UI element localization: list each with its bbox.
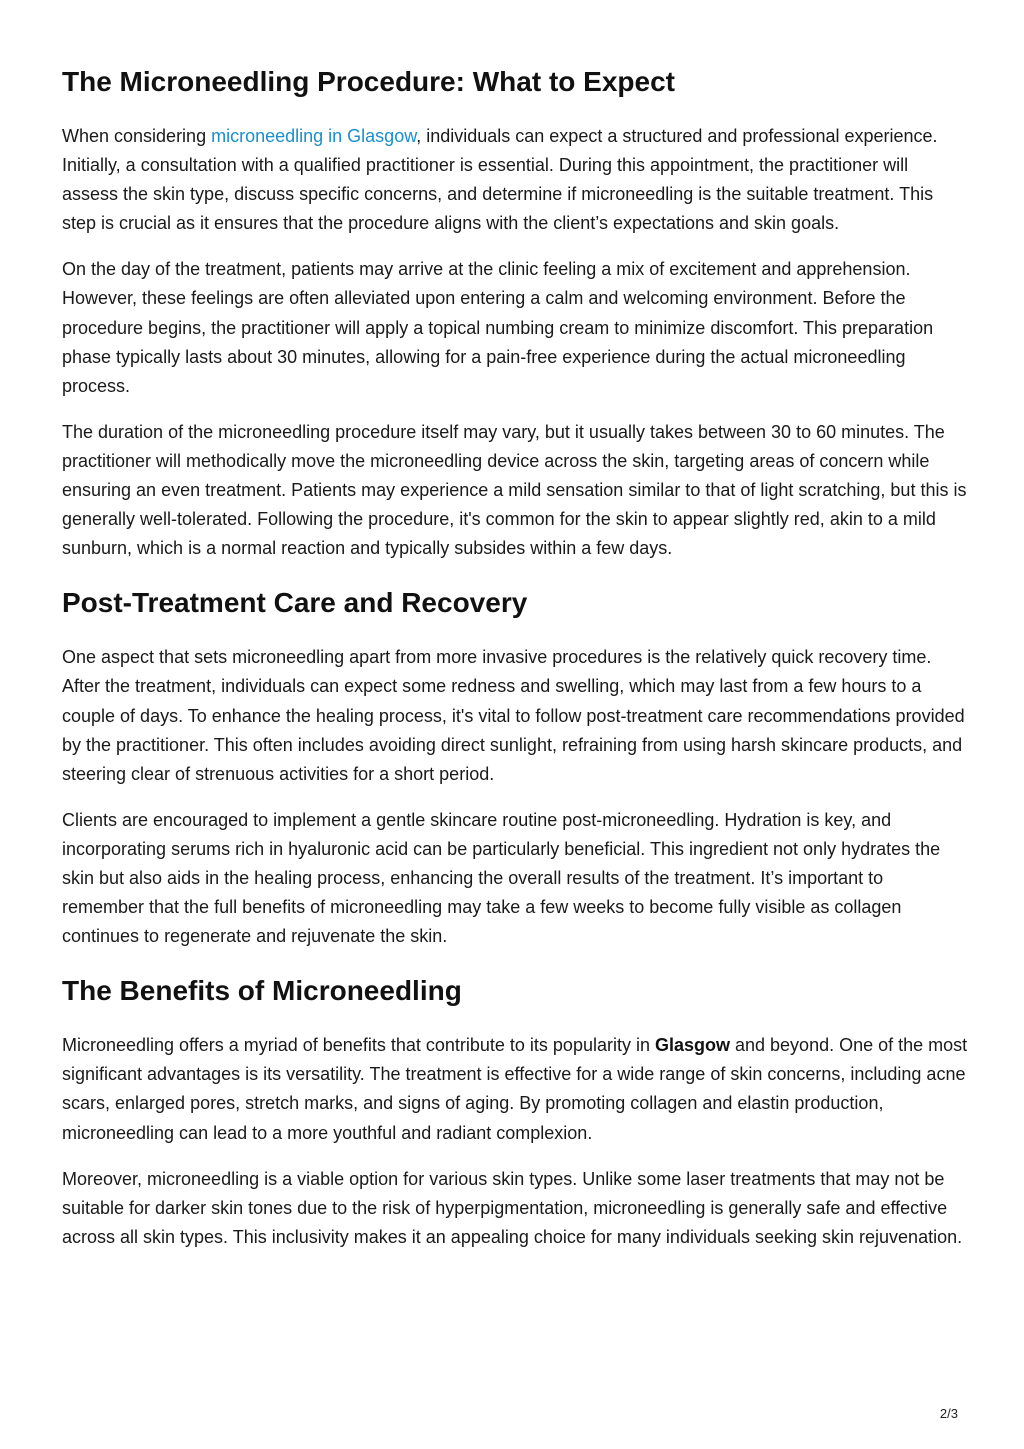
bold-text: Glasgow [654,1035,730,1056]
section-benefits [62,973,968,1252]
paragraph [62,1031,968,1147]
section-heading: The Microneedling Procedure: What to Expect [62,66,675,97]
document-page [62,64,968,1269]
paragraph [62,122,968,238]
paragraph-text: When considering [62,126,212,146]
page-number: 2/3 [939,1406,958,1421]
microneedling-glasgow-link[interactable]: microneedling in Glasgow [211,126,417,146]
paragraph: Moreover, microneedling is a viable option for various skin types. Unlike some laser treatments that may not be suitable for darker skin tones due to the risk of hyperpigmentation, microneedling is generally safe and effective across all skin types. This inclusivity makes it an appealing choice for many individuals seeking skin rejuvenation. [62,1168,963,1247]
section-procedure [62,64,968,563]
paragraph-text: , individuals can expect a structured and professional experience. Initially, a consultation with a qualified practitioner is essential. During this appointment, the practitioner will assess the skin type, discuss specific concerns, and determine if microneedling is the suitable treatment. This step is crucial as it ensures that the procedure aligns with the client’s expectations and skin goals. [62,126,938,234]
paragraph-text: Microneedling offers a myriad of benefits that contribute to its popularity in [62,1035,655,1056]
paragraph-text: and beyond. One of the most significant advantages is its versatility. The treatment is effective for a wide range of skin concerns, including acne scars, enlarged pores, stretch marks, and signs of aging. By promoting collagen and elastin production, microneedling can lead to a more youthful and radiant complexion. [62,1035,968,1143]
paragraph: On the day of the treatment, patients may arrive at the clinic feeling a mix of excitement and apprehension. However, these feelings are often alleviated upon entering a calm and welcoming environment. Before the procedure begins, the practitioner will apply a topical numbing cream to minimize discomfort. This preparation phase typically lasts about 30 minutes, allowing for a pain-free experience during the actual microneedling process. [62,259,934,396]
paragraph: The duration of the microneedling procedure itself may vary, but it usually takes between 30 to 60 minutes. The practitioner will methodically move the microneedling device across the skin, targeting areas of concern while ensuring an even treatment. Patients may experience a mild sensation similar to that of light scratching, but this is generally well-tolerated. Following the procedure, it's common for the skin to appear slightly red, akin to a mild sunburn, which is a normal reaction and typically subsides within a few days. [62,421,967,559]
paragraph: Clients are encouraged to implement a gentle skincare routine post-microneedling. Hydration is key, and incorporating serums rich in hyaluronic acid can be particularly beneficial. This ingredient not only hydrates the skin but also aids in the healing process, enhancing the overall results of the treatment. It’s important to remember that the full benefits of microneedling may take a few weeks to become fully visible as collagen continues to regenerate and rejuvenate the skin. [62,809,941,947]
section-heading: Post-Treatment Care and Recovery [62,587,528,619]
paragraph: One aspect that sets microneedling apart from more invasive procedures is the relatively quick recovery time. After the treatment, individuals can expect some redness and swelling, which may last from a few hours to a couple of days. To enhance the healing process, it's vital to follow post-treatment care recommendations provided by the practitioner. This often includes avoiding direct sunlight, refraining from using harsh skincare products, and steering clear of strenuous activities for a short period. [62,647,965,784]
section-heading: The Benefits of Microneedling [62,975,462,1007]
section-post-treatment [62,585,968,951]
